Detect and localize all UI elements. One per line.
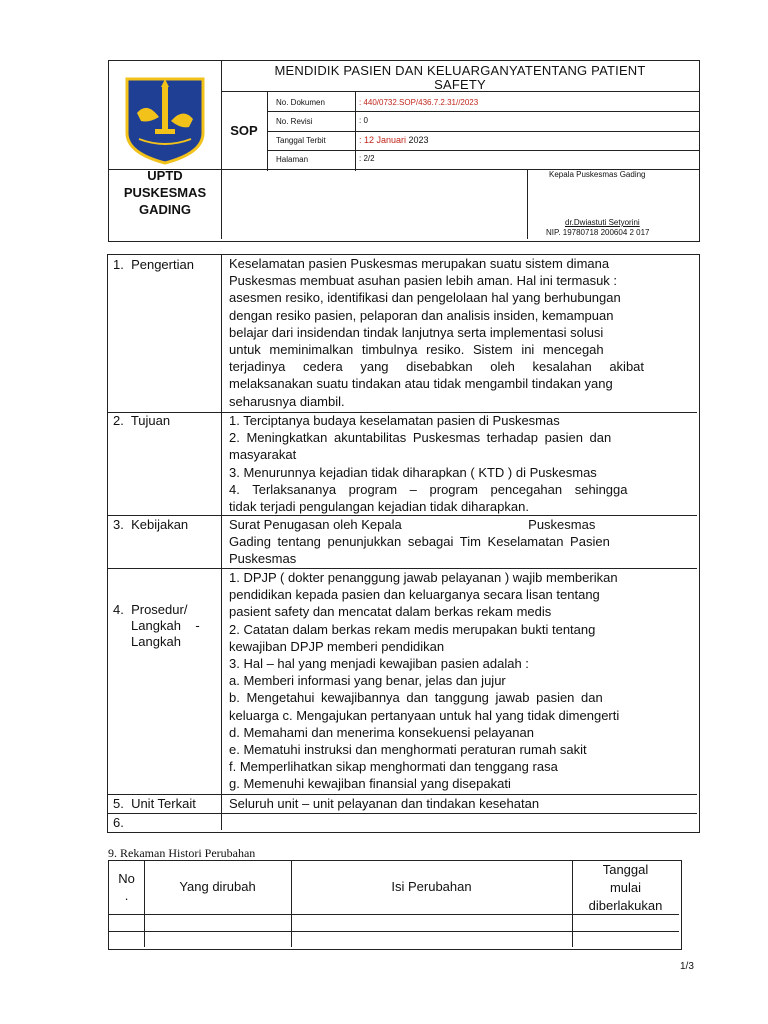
col-date-header: Tanggal mulai diberlakukan [588, 862, 663, 913]
history-title: 9. Rekaman Histori Perubahan [108, 846, 256, 860]
section-1-label: 1. Pengertian [113, 257, 194, 272]
organization-name: UPTD PUSKESMAS GADING [123, 168, 207, 217]
sop-content-table [107, 254, 700, 833]
section-4-text: 1. DPJP ( dokter penanggung jawab pelayanan ) wajib memberikan pendidikan kepada pasien dan keluarganya secara lisan tentang pasient safety dan mencatat dalam berkas rekam medis 2. Catatan dalam berkas rekam medis merupakan bukti tentang kewajiban DPJP memberi pendidikan 3. Hal – hal yang menjadi kewajiban pasien adalah : a. Memberi informasi yang benar, jelas dan jujur b. Mengetahui kewajibannya dan tanggung jawab pasien dan keluarga c. Mengajukan pertanyaan untuk hal yang tidak dimengerti d. Memahami dan menerima konsekuensi pelayanan e. Mematuhi instruksi dan menghormati peraturan rumah sakit f. Memperlihatkan sikap menghormati dan tenggang rasa g. Memenuhi kewajiban finansial yang disepakati [229, 570, 620, 792]
signer-name: dr.Dwiastuti Setyorini [565, 218, 640, 227]
issue-date-label: Tanggal Terbit [276, 136, 326, 145]
section-2-label: 2. Tujuan [113, 413, 171, 428]
document-title: MENDIDIK PASIEN DAN KELUARGANYATENTANG PATIENT SAFETY [274, 63, 646, 92]
col-changed-header: Yang dirubah [179, 879, 256, 894]
history-table [108, 860, 682, 950]
issue-date-value: : 12 Januari 2023 [359, 135, 429, 145]
section-5-label: 5. Unit Terkait [113, 796, 196, 811]
revision-value: : 0 [359, 116, 368, 125]
col-content-header: Isi Perubahan [391, 879, 472, 894]
signer-nip: NIP. 19780718 200604 2 017 [546, 228, 650, 237]
section-6-label: 6. [113, 815, 124, 830]
surabaya-crest-logo [119, 73, 211, 165]
section-5-text: Seluruh unit – unit pelayanan dan tindakan kesehatan [229, 796, 540, 811]
col-no-header: No . [118, 871, 135, 903]
revision-label: No. Revisi [276, 117, 313, 126]
doc-number-label: No. Dokumen [276, 98, 325, 107]
page-value: : 2/2 [359, 154, 375, 163]
section-3-text: Surat Penugasan oleh Kepala Puskesmas Gading tentang penunjukkan sebagai Tim Keselamatan Pasien Puskesmas [229, 517, 610, 567]
section-3-label: 3. Kebijakan [113, 517, 189, 532]
section-4-label: 4. Prosedur/ Langkah - Langkah [113, 602, 200, 649]
page-label: Halaman [276, 155, 309, 164]
page-number: 1/3 [680, 961, 694, 972]
section-2-text: 1. Terciptanya budaya keselamatan pasien di Puskesmas 2. Meningkatkan akuntabilitas Puskesmas terhadap pasien dan masyarakat 3. Menurunnya kejadian tidak diharapkan ( KTD ) di Puskesmas 4. Terlaksananya program – program pencegahan sehingga tidak terjadi pengulangan kejadian tidak diharapkan. [229, 413, 628, 515]
doc-number-value: : 440/0732.SOP/436.7.2.31//2023 [359, 98, 479, 107]
signer-title: Kepala Puskesmas Gading [549, 170, 646, 179]
section-1-text: Keselamatan pasien Puskesmas merupakan suatu sistem dimana Puskesmas membuat asuhan pasien lebih aman. Hal ini termasuk : asesmen resiko, identifikasi dan pengelolaan hal yang berhubungan dengan resiko pasien, pelaporan dan analisis insiden, kemampuan belajar dari insidendan tindak lanjutnya serta implementasi solusi untuk meminimalkan timbulnya resiko. Sistem ini mencegah terjadinya cedera yang disebabkan oleh kesalahan akibat melaksanakan suatu tindakan atau tidak mengambil tindakan yang seharusnya diambil. [229, 256, 645, 409]
sop-header-table [108, 60, 700, 242]
sop-label: SOP [230, 123, 258, 138]
